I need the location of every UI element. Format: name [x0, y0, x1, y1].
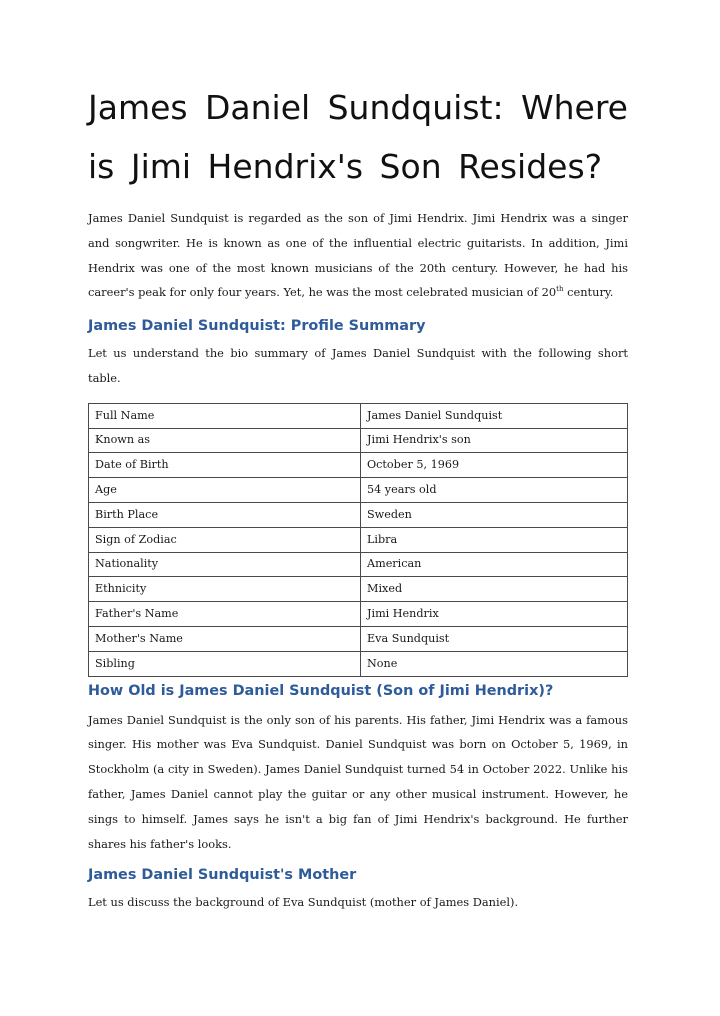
age-heading: How Old is James Daniel Sundquist (Son of Jimi Hendrix)?	[88, 682, 554, 699]
table-cell-value: Mixed	[361, 577, 628, 602]
table-row	[89, 602, 628, 627]
table-cell-value: Libra	[361, 527, 628, 552]
profile-table	[88, 403, 628, 677]
table-row	[89, 428, 628, 453]
table-cell-value: Eva Sundquist	[361, 626, 628, 651]
table-cell-label: Age	[89, 478, 361, 503]
profile-intro: Let us understand the bio summary of James Daniel Sundquist with the following short table.	[88, 346, 628, 385]
table-cell-label: Date of Birth	[89, 453, 361, 478]
intro-paragraph	[88, 206, 628, 305]
table-cell-label: Ethnicity	[89, 577, 361, 602]
article-body	[88, 78, 628, 915]
table-cell-value: October 5, 1969	[361, 453, 628, 478]
table-row	[89, 502, 628, 527]
intro-superscript: th	[556, 285, 564, 294]
table-row	[89, 453, 628, 478]
table-row	[89, 478, 628, 503]
table-cell-label: Sign of Zodiac	[89, 527, 361, 552]
table-cell-value: James Daniel Sundquist	[361, 403, 628, 428]
table-row	[89, 651, 628, 676]
table-row	[89, 577, 628, 602]
table-cell-label: Known as	[89, 428, 361, 453]
table-cell-value: 54 years old	[361, 478, 628, 503]
table-row	[89, 552, 628, 577]
profile-heading: James Daniel Sundquist: Profile Summary	[88, 318, 426, 335]
table-cell-value: Sweden	[361, 502, 628, 527]
table-cell-label: Sibling	[89, 651, 361, 676]
table-row	[89, 403, 628, 428]
table-cell-value: Jimi Hendrix's son	[361, 428, 628, 453]
intro-text-end: century.	[563, 285, 614, 300]
table-cell-label: Full Name	[89, 403, 361, 428]
table-row	[89, 527, 628, 552]
table-cell-value: None	[361, 651, 628, 676]
table-cell-label: Birth Place	[89, 502, 361, 527]
table-cell-value: American	[361, 552, 628, 577]
table-cell-value: Jimi Hendrix	[361, 602, 628, 627]
age-paragraph: James Daniel Sundquist is the only son of his parents. His father, Jimi Hendrix was a famous singer. His mother was Eva Sundquist. Daniel Sundquist was born on October 5, 1969, in Stockholm (a city in Sweden). James Daniel Sundquist turned 54 in October 2022. Unlike his father, James Daniel cannot play the guitar or any other musical instrument. However, he sings to himself. James says he isn't a big fan of Jimi Hendrix's background. He further shares his father's looks.	[88, 712, 628, 851]
intro-text: James Daniel Sundquist is regarded as the son of Jimi Hendrix. Jimi Hendrix was a singer and songwriter. He is known as one of the influential electric guitarists. In addition, Jimi Hendrix was one of the most known musicians of the 20th century. However, he had his career's peak for only four years. Yet, he was the most celebrated musician of 20	[88, 211, 628, 300]
table-cell-label: Mother's Name	[89, 626, 361, 651]
table-cell-label: Father's Name	[89, 602, 361, 627]
mother-paragraph: Let us discuss the background of Eva Sundquist (mother of James Daniel).	[88, 895, 519, 910]
table-cell-label: Nationality	[89, 552, 361, 577]
mother-heading: James Daniel Sundquist's Mother	[88, 867, 357, 884]
table-row	[89, 626, 628, 651]
article-title: James Daniel Sundquist: Where is Jimi Hendrix's Son Resides?	[88, 88, 628, 186]
